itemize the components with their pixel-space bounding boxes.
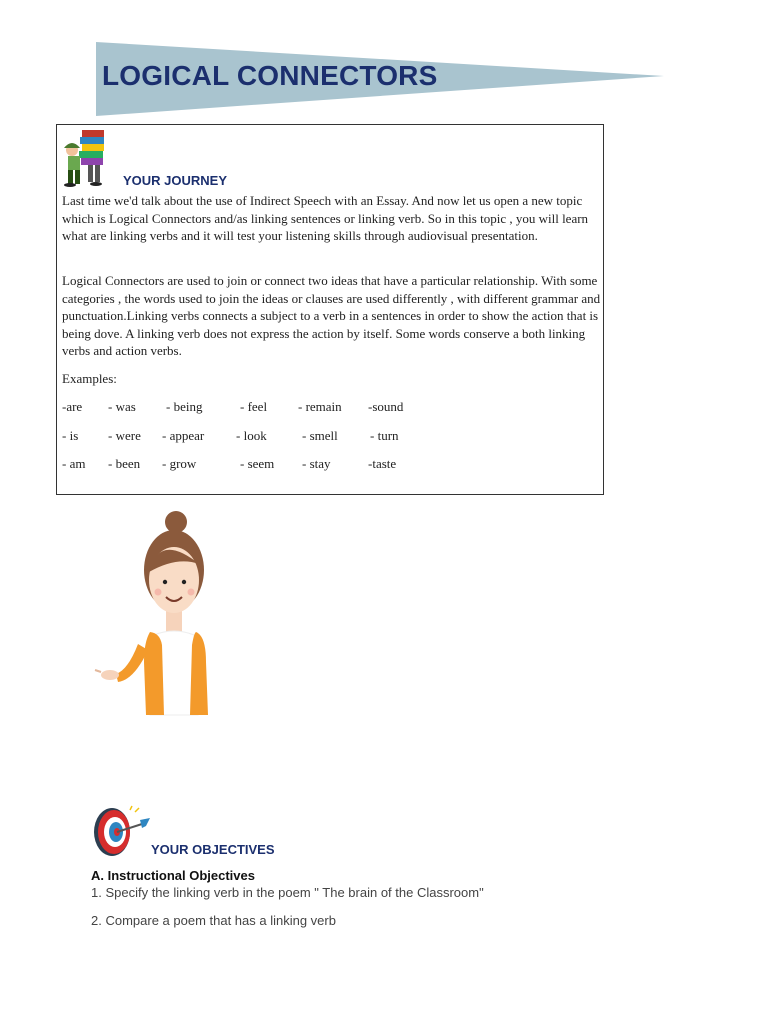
objective-item: 1. Specify the linking verb in the poem " The brain of the Classroom"	[91, 885, 484, 900]
example-word: - appear	[162, 428, 205, 443]
reader-with-books-icon	[60, 128, 118, 188]
example-word: - feel	[240, 399, 268, 414]
example-word: -taste	[368, 456, 397, 471]
examples-row	[62, 428, 482, 446]
example-word: - remain	[298, 399, 342, 414]
target-dart-icon	[90, 804, 152, 858]
objectives-heading: YOUR OBJECTIVES	[151, 842, 275, 857]
example-word: - grow	[162, 456, 197, 471]
examples-label: Examples:	[62, 371, 117, 386]
page-title: LOGICAL CONNECTORS	[102, 60, 438, 91]
teacher-illustration	[92, 500, 222, 720]
example-word: - was	[108, 399, 136, 414]
examples-row	[62, 399, 482, 417]
examples-row	[62, 456, 482, 474]
example-word: - turn	[370, 428, 399, 443]
example-word: - is	[62, 428, 79, 443]
example-word: -are	[62, 399, 83, 414]
example-word: - seem	[240, 456, 275, 471]
objective-item: 2. Compare a poem that has a linking verb	[91, 913, 336, 928]
example-word: -sound	[368, 399, 404, 414]
example-word: - being	[166, 399, 203, 414]
example-word: - smell	[302, 428, 338, 443]
example-word: - am	[62, 456, 86, 471]
example-word: - stay	[302, 456, 331, 471]
intro-paragraph: Last time we'd talk about the use of Indirect Speech with an Essay. And now let us open a new topic which is Logical Connectors and/as linking sentences or linking verb. So in this topic , you will learn what are linking verbs and it will test your listening skills through audiovisual presentation.	[62, 193, 589, 243]
example-word: - look	[236, 428, 267, 443]
definition-paragraph: Logical Connectors are used to join or connect two ideas that have a particular relationship. With some categories , the words used to join the ideas or clauses are used differently , with different grammar and punctuation.Linking verbs connects a subject to a verb in a sentences in order to show the action that is being dove. A linking verb does not express the action by itself. Some words conserve a both linking verbs and action verbs.	[62, 273, 601, 358]
example-word: - been	[108, 456, 141, 471]
example-word: - were	[108, 428, 141, 443]
instructional-objectives-title: A. Instructional Objectives	[91, 868, 255, 883]
journey-heading: YOUR JOURNEY	[123, 173, 228, 188]
